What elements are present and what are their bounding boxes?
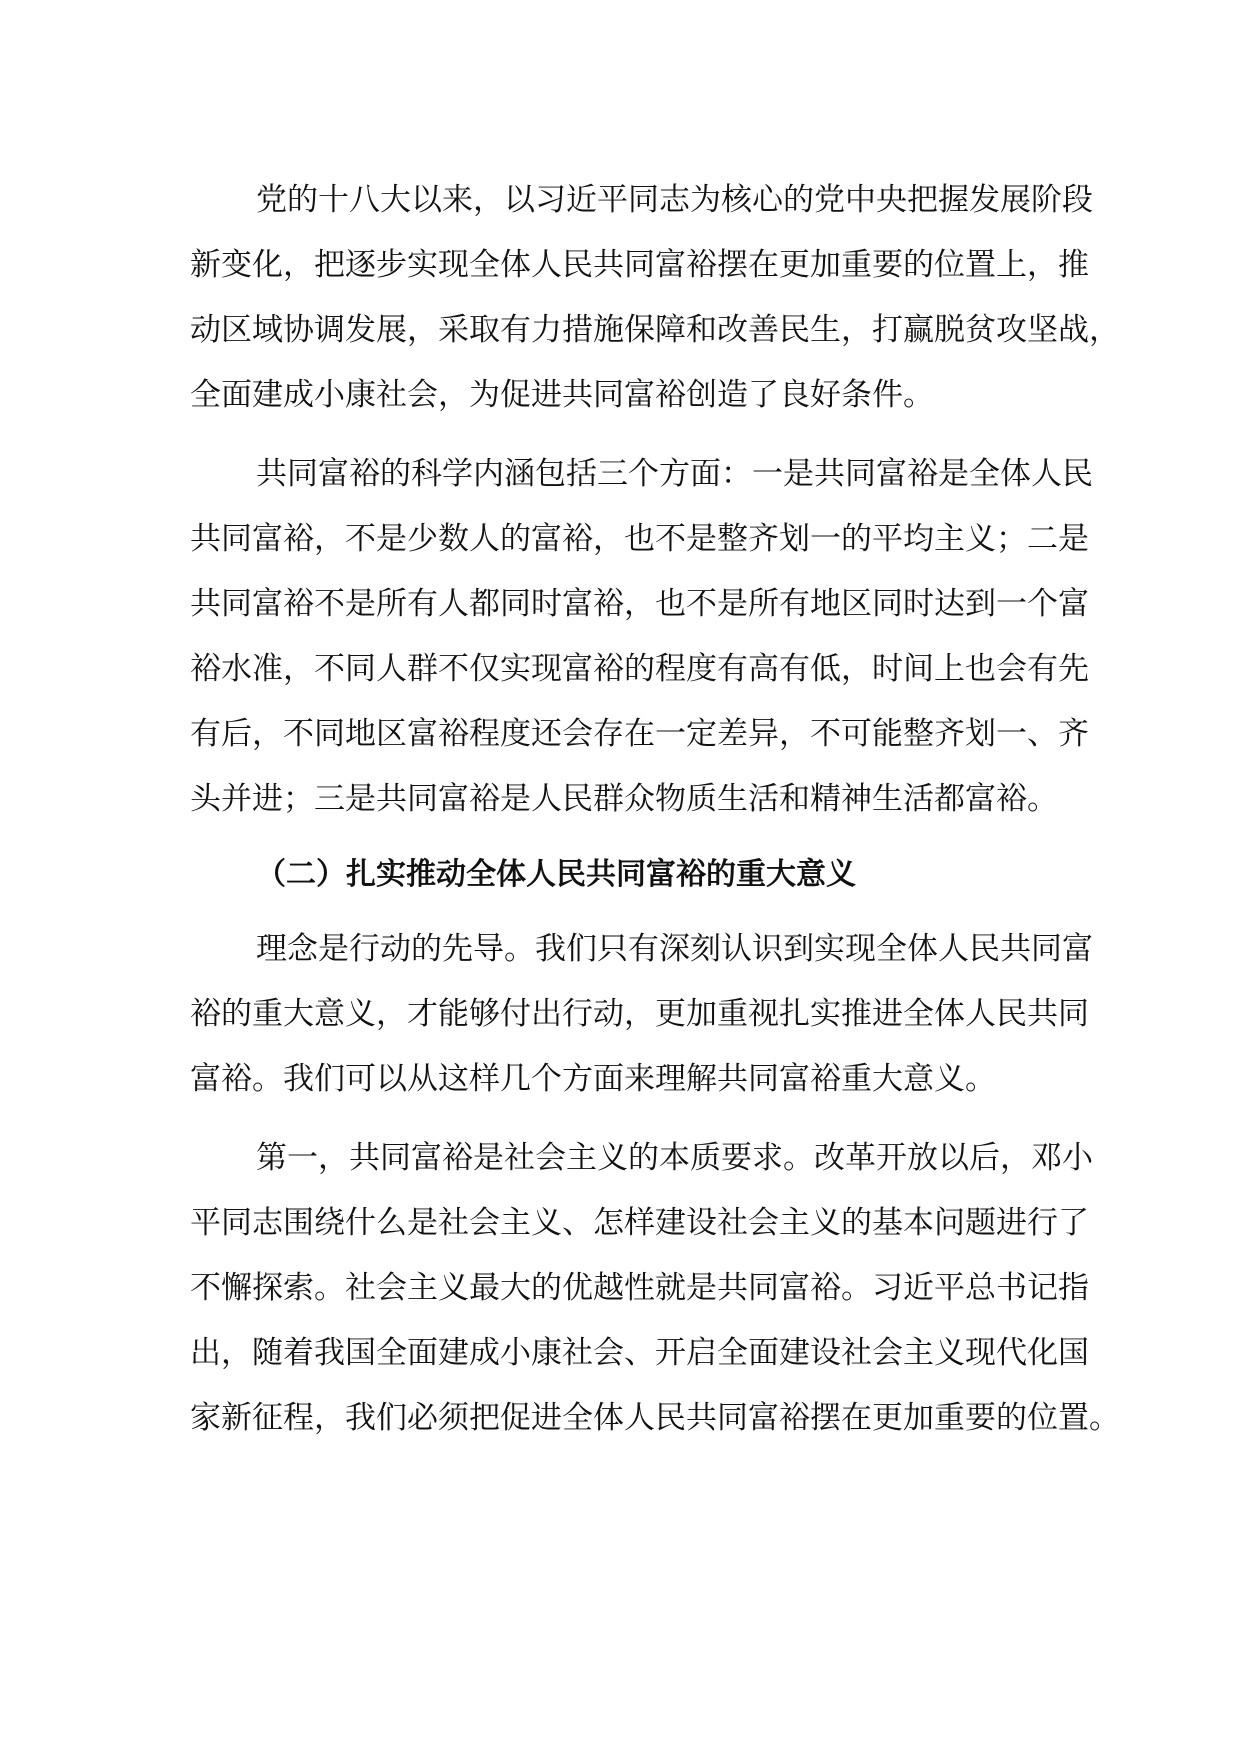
paragraph-spacer bbox=[190, 428, 1070, 442]
paragraph-line: 全面建成小康社会，为促进共同富裕创造了良好条件。 bbox=[190, 377, 934, 413]
paragraph-line: 共同富裕不是所有人都同时富裕，也不是所有地区同时达到一个富 bbox=[190, 586, 1089, 622]
paragraph-2 bbox=[190, 442, 1093, 832]
paragraph-line: 富裕。我们可以从这样几个方面来理解共同富裕重大意义。 bbox=[190, 1061, 996, 1097]
paragraph-line: 裕的重大意义，才能够付出行动，更加重视扎实推进全体人民共同 bbox=[190, 996, 1089, 1032]
paragraph-line: 平同志围绕什么是社会主义、怎样建设社会主义的基本问题进行了 bbox=[190, 1205, 1089, 1241]
paragraph-4 bbox=[190, 1126, 1120, 1451]
paragraph-line: 有后，不同地区富裕程度还会存在一定差异，不可能整齐划一、齐 bbox=[190, 716, 1089, 752]
paragraph-spacer bbox=[190, 907, 1070, 917]
paragraph-line: 理念是行动的先导。我们只有深刻认识到实现全体人民共同富 bbox=[256, 931, 1093, 967]
paragraph-spacer bbox=[190, 832, 1070, 842]
paragraph-1 bbox=[190, 168, 1120, 428]
paragraph-line: 新变化，把逐步实现全体人民共同富裕摆在更加重要的位置上，推 bbox=[190, 247, 1089, 283]
paragraph-spacer bbox=[190, 1112, 1070, 1126]
paragraph-3 bbox=[190, 917, 1093, 1112]
paragraph-line: 不懈探索。社会主义最大的优越性就是共同富裕。习近平总书记指 bbox=[190, 1270, 1089, 1306]
paragraph-line: 裕水准，不同人群不仅实现富裕的程度有高有低，时间上也会有先 bbox=[190, 651, 1089, 687]
section-heading: （二）扎实推动全体人民共同富裕的重大意义 bbox=[256, 857, 856, 892]
document-body bbox=[190, 168, 1120, 1451]
paragraph-line: 家新征程，我们必须把促进全体人民共同富裕摆在更加重要的位置。 bbox=[190, 1400, 1120, 1436]
paragraph-line: 出，随着我国全面建成小康社会、开启全面建设社会主义现代化国 bbox=[190, 1335, 1089, 1371]
paragraph-line: 共同富裕的科学内涵包括三个方面：一是共同富裕是全体人民 bbox=[256, 456, 1093, 492]
paragraph-line: 头并进；三是共同富裕是人民群众物质生活和精神生活都富裕。 bbox=[190, 781, 1058, 817]
paragraph-line: 党的十八大以来，以习近平同志为核心的党中央把握发展阶段 bbox=[256, 182, 1093, 218]
paragraph-line: 第一，共同富裕是社会主义的本质要求。改革开放以后，邓小 bbox=[256, 1140, 1093, 1176]
paragraph-line: 共同富裕，不是少数人的富裕，也不是整齐划一的平均主义；二是 bbox=[190, 521, 1089, 557]
paragraph-line: 动区域协调发展，采取有力措施保障和改善民生，打赢脱贫攻坚战， bbox=[190, 312, 1120, 348]
